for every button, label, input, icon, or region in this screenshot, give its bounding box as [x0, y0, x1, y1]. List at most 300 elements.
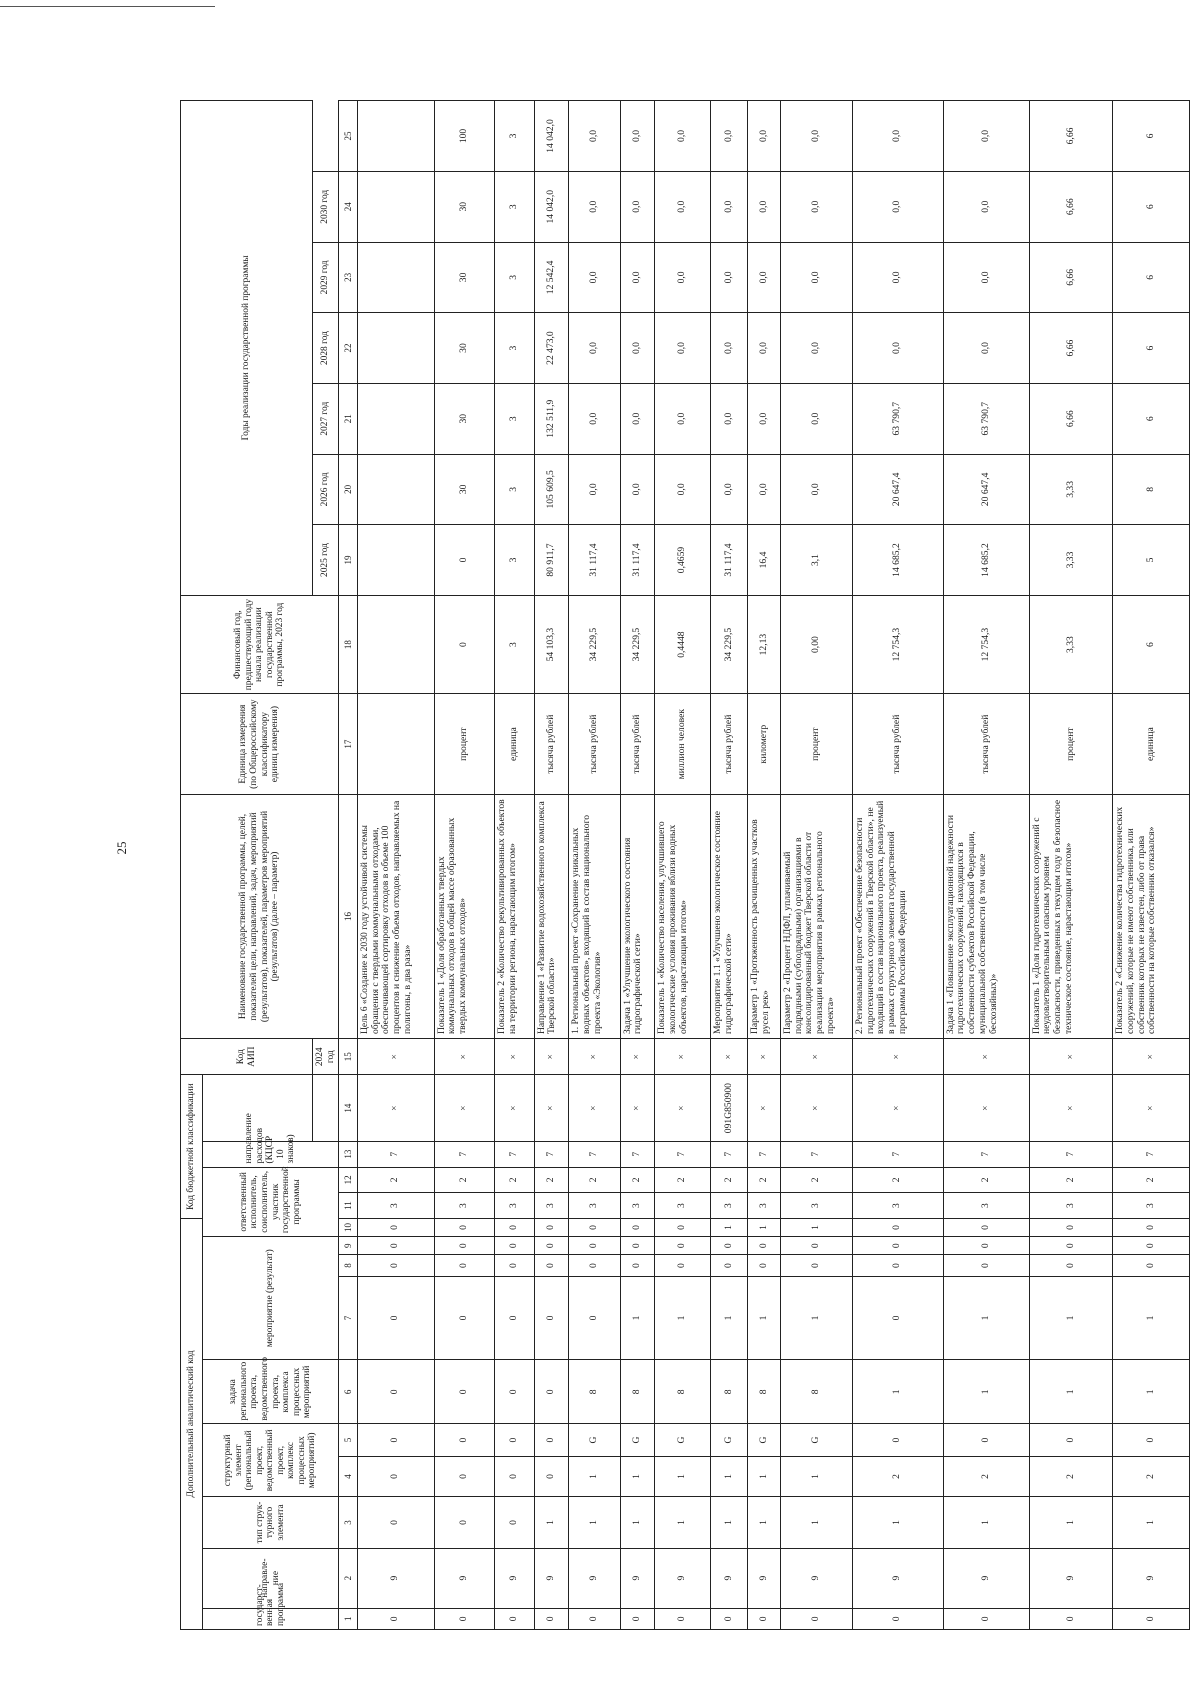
- header-dak: Дополнительный аналитический код: [181, 1218, 203, 1629]
- code-cell: 0: [358, 1360, 435, 1424]
- table-row: [748, 101, 781, 1630]
- code-cell: G: [780, 1424, 852, 1456]
- column-number: 16: [339, 794, 358, 1038]
- year-value-cell: 0,0: [748, 242, 781, 313]
- code-cell: 9: [748, 1548, 781, 1608]
- code-cell: 1: [943, 1360, 1029, 1424]
- code-cell: ×: [1029, 1075, 1113, 1141]
- code-cell: 0: [434, 1237, 494, 1255]
- fin-year-value-cell: 12,13: [748, 595, 781, 693]
- code-cell: ×: [748, 1039, 781, 1075]
- code-cell: 0: [1029, 1608, 1113, 1629]
- year-value-cell: 0,0: [655, 171, 711, 242]
- code-cell: 0: [620, 1608, 655, 1629]
- code-cell: 3: [358, 1193, 435, 1219]
- code-cell: 0: [655, 1255, 711, 1276]
- code-cell: 9: [358, 1548, 435, 1608]
- year-value-cell: 0,0: [780, 242, 852, 313]
- year-value-cell: 30: [434, 242, 494, 313]
- code-cell: 0: [569, 1237, 620, 1255]
- year-value-cell: 0,0: [943, 101, 1029, 172]
- code-cell: 0: [495, 1497, 535, 1548]
- code-cell: 2: [358, 1167, 435, 1193]
- fin-year-value-cell: 34 229,5: [620, 595, 655, 693]
- code-cell: 0: [569, 1218, 620, 1236]
- table-row: [358, 101, 435, 1630]
- code-cell: 1: [711, 1276, 748, 1360]
- year-value-cell: 6: [1113, 313, 1190, 384]
- code-cell: 1: [569, 1456, 620, 1497]
- item-name-cell: 2. Региональный проект «Обеспечение безопасности гидротехнических сооружений в Тверской области», не входящий в состав национального проекта, реализуемый в рамках структурного элемента государственной программы Российской Федерации: [852, 794, 943, 1038]
- code-cell: 7: [358, 1141, 435, 1167]
- code-cell: ×: [569, 1075, 620, 1141]
- column-number: 8: [339, 1255, 358, 1276]
- column-number: 12: [339, 1167, 358, 1193]
- code-cell: 0: [434, 1360, 494, 1424]
- fin-year-value-cell: 12 754,3: [943, 595, 1029, 693]
- code-cell: 1: [852, 1360, 943, 1424]
- top-rule: [0, 6, 215, 7]
- code-cell: 2: [534, 1167, 569, 1193]
- year-header: 2029 год: [313, 242, 339, 313]
- column-number: 21: [339, 383, 358, 454]
- code-cell: 3: [434, 1193, 494, 1219]
- code-cell: 3: [655, 1193, 711, 1219]
- code-cell: 7: [1029, 1141, 1113, 1167]
- year-value-cell: 0,0: [620, 101, 655, 172]
- year-header: 2025 год: [313, 525, 339, 596]
- code-cell: ×: [620, 1039, 655, 1075]
- year-value-cell: 0,0: [569, 454, 620, 525]
- code-cell: 0: [358, 1497, 435, 1548]
- item-name-cell: Мероприятие 1.1 «Улучшено экологическое состояние гидрографической сети»: [711, 794, 748, 1038]
- year-value-cell: 0,0: [711, 101, 748, 172]
- code-cell: ×: [495, 1075, 535, 1141]
- code-cell: 0: [534, 1237, 569, 1255]
- fin-year-value-cell: 34 229,5: [569, 595, 620, 693]
- year-value-cell: 6,66: [1029, 101, 1113, 172]
- table-row: [943, 101, 1029, 1630]
- code-cell: 0: [748, 1608, 781, 1629]
- item-name-cell: Показатель 1 «Количество населения, улучшившего экологические условия проживания вблизи водных объектов, нарастающим итогом»: [655, 794, 711, 1038]
- code-cell: 3: [620, 1193, 655, 1219]
- year-value-cell: 100: [434, 101, 494, 172]
- code-cell: 0: [534, 1424, 569, 1456]
- year-value-cell: 6: [1113, 383, 1190, 454]
- code-cell: 0: [495, 1608, 535, 1629]
- header-unit: Единица измерения (по Общероссийскому классификатору единиц измерения): [181, 694, 339, 795]
- code-cell: 0: [748, 1237, 781, 1255]
- code-cell: 7: [748, 1141, 781, 1167]
- code-cell: 8: [655, 1360, 711, 1424]
- code-cell: 0: [534, 1255, 569, 1276]
- code-cell: 9: [495, 1548, 535, 1608]
- code-cell: 0: [434, 1497, 494, 1548]
- year-value-cell: 0,0: [780, 313, 852, 384]
- code-cell: 1: [780, 1218, 852, 1236]
- code-cell: ×: [434, 1075, 494, 1141]
- year-value-cell: 0,0: [780, 383, 852, 454]
- year-value-cell: 0,0: [620, 242, 655, 313]
- code-cell: 2: [434, 1167, 494, 1193]
- code-cell: 0: [780, 1237, 852, 1255]
- code-cell: 0: [358, 1456, 435, 1497]
- year-value-cell: 132 511,9: [534, 383, 569, 454]
- year-value-cell: 8: [1113, 454, 1190, 525]
- fin-year-value-cell: 0,4448: [655, 595, 711, 693]
- code-cell: 3: [748, 1193, 781, 1219]
- code-cell: ×: [655, 1075, 711, 1141]
- code-cell: 0: [434, 1255, 494, 1276]
- code-cell: 1: [620, 1456, 655, 1497]
- year-value-cell: 31 117,4: [620, 525, 655, 596]
- year-value-cell: 0,0: [748, 313, 781, 384]
- code-cell: 0: [620, 1218, 655, 1236]
- unit-cell: единица: [1113, 694, 1190, 795]
- code-cell: 1: [1113, 1276, 1190, 1360]
- code-cell: G: [711, 1424, 748, 1456]
- code-cell: 0: [534, 1276, 569, 1360]
- year-value-cell: 0,0: [620, 454, 655, 525]
- code-cell: 9: [534, 1548, 569, 1608]
- item-name-cell: Показатель 2 «Снижение количества гидротехнических сооружений, которые не имеют собственника, или собственник которых не известен, либо от права собственности на которые собственник отказался»: [1113, 794, 1190, 1038]
- year-value-cell: 0,0: [780, 171, 852, 242]
- code-cell: ×: [748, 1075, 781, 1141]
- code-cell: 7: [655, 1141, 711, 1167]
- year-value-cell: [358, 171, 435, 242]
- column-number: 11: [339, 1193, 358, 1219]
- code-cell: 0: [1113, 1218, 1190, 1236]
- code-cell: 0: [434, 1218, 494, 1236]
- year-header: 2024 год: [313, 1039, 339, 1075]
- code-cell: 0: [655, 1237, 711, 1255]
- code-cell: G: [655, 1424, 711, 1456]
- year-value-cell: 0,0: [852, 242, 943, 313]
- code-cell: 1: [748, 1456, 781, 1497]
- year-value-cell: 0,0: [655, 383, 711, 454]
- code-cell: 0: [1029, 1218, 1113, 1236]
- year-value-cell: 0,0: [711, 171, 748, 242]
- fin-year-value-cell: 6: [1113, 595, 1190, 693]
- year-value-cell: 0,0: [569, 242, 620, 313]
- year-value-cell: [358, 383, 435, 454]
- code-cell: 1: [943, 1497, 1029, 1548]
- column-number: 19: [339, 525, 358, 596]
- code-cell: 9: [943, 1548, 1029, 1608]
- code-cell: 091G850900: [711, 1075, 748, 1141]
- code-cell: 1: [1029, 1497, 1113, 1548]
- code-cell: 0: [495, 1237, 535, 1255]
- code-cell: 1: [748, 1497, 781, 1548]
- table-row: [655, 101, 711, 1630]
- year-value-cell: 0: [434, 525, 494, 596]
- code-cell: 9: [1113, 1548, 1190, 1608]
- code-cell: 2: [711, 1167, 748, 1193]
- fin-year-value-cell: 54 103,3: [534, 595, 569, 693]
- year-value-cell: [358, 525, 435, 596]
- code-cell: 7: [620, 1141, 655, 1167]
- code-cell: 3: [534, 1193, 569, 1219]
- code-cell: 0: [534, 1360, 569, 1424]
- code-cell: 0: [358, 1218, 435, 1236]
- code-cell: 3: [1029, 1193, 1113, 1219]
- code-cell: ×: [852, 1075, 943, 1141]
- code-cell: 9: [434, 1548, 494, 1608]
- year-value-cell: 31 117,4: [711, 525, 748, 596]
- year-value-cell: 30: [434, 454, 494, 525]
- code-cell: 1: [1029, 1360, 1113, 1424]
- code-cell: 0: [943, 1255, 1029, 1276]
- header-fin-year: Финансовый год, предшествующий году начала реализации государственной программы, 2023 год: [181, 595, 339, 693]
- fin-year-value-cell: [358, 595, 435, 693]
- table-row: [711, 101, 748, 1630]
- code-cell: 1: [1113, 1497, 1190, 1548]
- code-cell: 0: [711, 1237, 748, 1255]
- header-kbk: Код бюджетной классификации: [181, 1075, 203, 1218]
- code-cell: 3: [852, 1193, 943, 1219]
- code-cell: 1: [711, 1218, 748, 1236]
- code-cell: G: [620, 1424, 655, 1456]
- code-cell: 0: [711, 1608, 748, 1629]
- code-cell: 0: [495, 1255, 535, 1276]
- column-number: 1: [339, 1608, 358, 1629]
- year-value-cell: 3: [495, 525, 535, 596]
- code-cell: 7: [711, 1141, 748, 1167]
- code-cell: ×: [780, 1039, 852, 1075]
- code-cell: 2: [1113, 1456, 1190, 1497]
- code-cell: 9: [711, 1548, 748, 1608]
- fin-year-value-cell: 3,33: [1029, 595, 1113, 693]
- code-cell: 1: [852, 1497, 943, 1548]
- item-name-cell: Параметр 2 «Процент НДФЛ, уплачиваемый подрядными (субподрядными) организациями в консолидированный бюджет Тверской области от реализации мероприятия в рамках регионального проекта»: [780, 794, 852, 1038]
- year-value-cell: 0,4659: [655, 525, 711, 596]
- year-value-cell: 14 685,2: [852, 525, 943, 596]
- header-aip: Код АИП: [181, 1039, 313, 1075]
- code-cell: 0: [711, 1255, 748, 1276]
- year-value-cell: 6: [1113, 242, 1190, 313]
- code-cell: 2: [780, 1167, 852, 1193]
- code-cell: 2: [495, 1167, 535, 1193]
- year-value-cell: 0,0: [711, 242, 748, 313]
- code-cell: G: [748, 1424, 781, 1456]
- code-cell: 0: [620, 1237, 655, 1255]
- code-cell: 0: [358, 1424, 435, 1456]
- year-value-cell: 6: [1113, 101, 1190, 172]
- program-table: [180, 100, 1190, 1630]
- code-cell: 0: [569, 1608, 620, 1629]
- year-value-cell: 31 117,4: [569, 525, 620, 596]
- table-body: [358, 101, 1190, 1630]
- code-cell: 7: [780, 1141, 852, 1167]
- header-otv: ответственный исполнитель, соисполнитель, участник государственной программы: [203, 1167, 339, 1237]
- column-number: 25: [339, 101, 358, 172]
- code-cell: 9: [780, 1548, 852, 1608]
- code-cell: 0: [358, 1276, 435, 1360]
- unit-cell: единица: [495, 694, 535, 795]
- code-cell: 7: [495, 1141, 535, 1167]
- unit-cell: процент: [1029, 694, 1113, 795]
- code-cell: 3: [1113, 1193, 1190, 1219]
- code-cell: 2: [852, 1167, 943, 1193]
- code-cell: 0: [434, 1276, 494, 1360]
- code-cell: 7: [1113, 1141, 1190, 1167]
- code-cell: ×: [495, 1039, 535, 1075]
- code-cell: ×: [358, 1075, 435, 1141]
- code-cell: 0: [655, 1218, 711, 1236]
- table-row: [620, 101, 655, 1630]
- unit-cell: процент: [780, 694, 852, 795]
- item-name-cell: Задача 1 «Улучшение экологического состояния гидрографической сети»: [620, 794, 655, 1038]
- column-number: 4: [339, 1456, 358, 1497]
- year-value-cell: 0,0: [943, 242, 1029, 313]
- year-value-cell: 3: [495, 313, 535, 384]
- code-cell: 1: [780, 1276, 852, 1360]
- year-header: 2028 год: [313, 313, 339, 384]
- code-cell: 8: [780, 1360, 852, 1424]
- code-cell: 0: [569, 1255, 620, 1276]
- code-cell: 8: [569, 1360, 620, 1424]
- year-value-cell: 16,4: [748, 525, 781, 596]
- code-cell: 3: [569, 1193, 620, 1219]
- header-meropr: мероприятие (результат): [203, 1237, 339, 1360]
- year-value-cell: 14 042,0: [534, 101, 569, 172]
- year-value-cell: 0,0: [655, 313, 711, 384]
- code-cell: 3: [943, 1193, 1029, 1219]
- code-cell: ×: [620, 1075, 655, 1141]
- code-cell: ×: [852, 1039, 943, 1075]
- code-cell: 1: [780, 1497, 852, 1548]
- code-cell: 9: [655, 1548, 711, 1608]
- code-cell: ×: [943, 1075, 1029, 1141]
- year-value-cell: 0,0: [852, 101, 943, 172]
- year-value-cell: 6,66: [1029, 242, 1113, 313]
- code-cell: 2: [1029, 1456, 1113, 1497]
- year-value-cell: 30: [434, 171, 494, 242]
- code-cell: 0: [495, 1424, 535, 1456]
- year-value-cell: 63 790,7: [852, 383, 943, 454]
- table-row: [434, 101, 494, 1630]
- code-cell: 7: [943, 1141, 1029, 1167]
- year-value-cell: 22 473,0: [534, 313, 569, 384]
- column-number: 3: [339, 1497, 358, 1548]
- year-value-cell: 30: [434, 313, 494, 384]
- year-value-cell: 3: [495, 171, 535, 242]
- code-cell: 2: [1029, 1167, 1113, 1193]
- code-cell: 0: [434, 1608, 494, 1629]
- year-header: 2026 год: [313, 454, 339, 525]
- year-value-cell: 3,1: [780, 525, 852, 596]
- year-value-cell: 0,0: [748, 383, 781, 454]
- year-value-cell: [358, 454, 435, 525]
- year-value-cell: 0,0: [852, 171, 943, 242]
- fin-year-value-cell: 0: [434, 595, 494, 693]
- unit-cell: тысяча рублей: [711, 694, 748, 795]
- column-number: 17: [339, 694, 358, 795]
- code-cell: 0: [569, 1276, 620, 1360]
- year-value-cell: 30: [434, 383, 494, 454]
- table-row: [1113, 101, 1190, 1630]
- unit-cell: тысяча рублей: [620, 694, 655, 795]
- year-value-cell: 12 542,4: [534, 242, 569, 313]
- item-name-cell: 1. Региональный проект «Сохранение уникальных водных объектов», входящий в состав национального проекта «Экология»: [569, 794, 620, 1038]
- code-cell: 1: [748, 1218, 781, 1236]
- code-cell: 2: [620, 1167, 655, 1193]
- year-value-cell: 14 042,0: [534, 171, 569, 242]
- code-cell: 0: [1113, 1255, 1190, 1276]
- code-cell: 0: [852, 1218, 943, 1236]
- code-cell: ×: [943, 1039, 1029, 1075]
- year-value-cell: 0,0: [852, 313, 943, 384]
- code-cell: 1: [655, 1497, 711, 1548]
- year-header: 2027 год: [313, 383, 339, 454]
- year-value-cell: [358, 313, 435, 384]
- code-cell: ×: [1113, 1075, 1190, 1141]
- year-value-cell: 20 647,4: [943, 454, 1029, 525]
- code-cell: 2: [943, 1167, 1029, 1193]
- column-number: 7: [339, 1276, 358, 1360]
- year-value-cell: 0,0: [711, 313, 748, 384]
- column-number: 18: [339, 595, 358, 693]
- code-cell: 3: [495, 1193, 535, 1219]
- column-number: 20: [339, 454, 358, 525]
- year-value-cell: 0,0: [569, 383, 620, 454]
- fin-year-value-cell: 3: [495, 595, 535, 693]
- year-value-cell: 0,0: [711, 383, 748, 454]
- code-cell: 1: [780, 1456, 852, 1497]
- fin-year-value-cell: 12 754,3: [852, 595, 943, 693]
- code-cell: 0: [534, 1608, 569, 1629]
- code-cell: 8: [748, 1360, 781, 1424]
- column-number: 2: [339, 1548, 358, 1608]
- code-cell: 0: [358, 1255, 435, 1276]
- column-number: 9: [339, 1237, 358, 1255]
- code-cell: 0: [434, 1456, 494, 1497]
- year-value-cell: 63 790,7: [943, 383, 1029, 454]
- code-cell: 0: [852, 1424, 943, 1456]
- unit-cell: миллион человек: [655, 694, 711, 795]
- code-cell: ×: [534, 1039, 569, 1075]
- unit-cell: [358, 694, 435, 795]
- item-name-cell: Задача 1 «Повышение эксплуатационной надежности гидротехнических сооружений, находящихся в собственности субъектов Российской Федерации, муниципальной собственности (в том числе бесхозяйных)»: [943, 794, 1029, 1038]
- code-cell: 0: [620, 1255, 655, 1276]
- code-cell: 0: [943, 1608, 1029, 1629]
- code-cell: 2: [569, 1167, 620, 1193]
- table-row: [495, 101, 535, 1630]
- code-cell: 9: [1029, 1548, 1113, 1608]
- column-number: 23: [339, 242, 358, 313]
- code-cell: 8: [620, 1360, 655, 1424]
- year-value-cell: 6,66: [1029, 383, 1113, 454]
- header-name: Наименование государственной программы, целей, показателей цели, направлений, задач, мероприятий (результатов), показателей, параметров мероприятий (результатов) (далее – параметр): [181, 794, 339, 1038]
- year-value-cell: 3,33: [1029, 525, 1113, 596]
- code-cell: 1: [748, 1276, 781, 1360]
- year-value-cell: [358, 242, 435, 313]
- code-cell: 1: [943, 1276, 1029, 1360]
- code-cell: 0: [852, 1255, 943, 1276]
- code-cell: 2: [852, 1456, 943, 1497]
- code-cell: 1: [655, 1456, 711, 1497]
- table-row: [1029, 101, 1113, 1630]
- code-cell: ×: [434, 1039, 494, 1075]
- table-row: [780, 101, 852, 1630]
- unit-cell: тысяча рублей: [943, 694, 1029, 795]
- code-cell: 1: [711, 1497, 748, 1548]
- code-cell: 0: [748, 1255, 781, 1276]
- year-value-cell: 0,0: [711, 454, 748, 525]
- year-value-cell: 6,66: [1029, 171, 1113, 242]
- table-row: [534, 101, 569, 1630]
- year-value-cell: 14 685,2: [943, 525, 1029, 596]
